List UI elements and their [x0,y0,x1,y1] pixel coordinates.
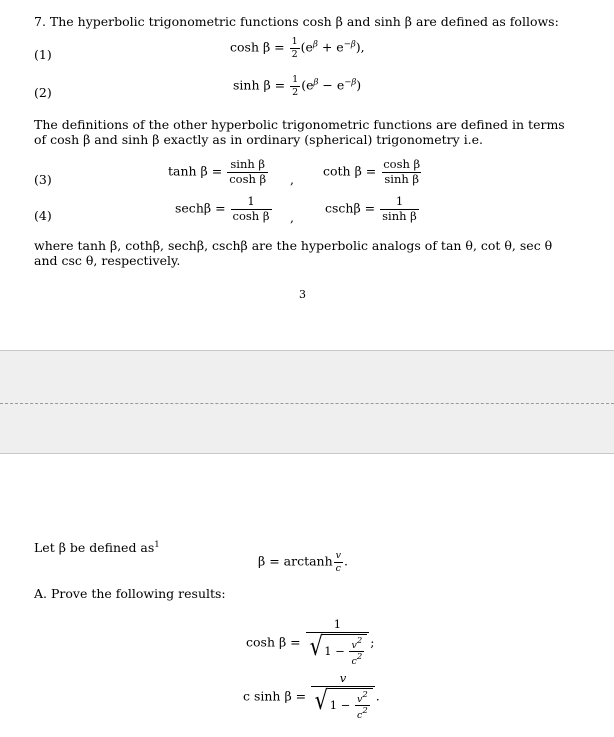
beta-definition: β = arctanh $\frac{v}{c}$ . [258,550,349,574]
eq1-lhs: cosh β = [230,39,285,55]
prove-instruction: A. Prove the following results: [34,586,226,601]
equation-csch: cschβ = $\frac{1}{\text{sinh β}}$ [325,194,417,223]
eq4-separator: , [290,210,294,225]
equation-tanh: tanh β = $\frac{\text{sinh β}}{\text{cosh β}}$ [168,157,267,186]
page-break-line [0,403,614,404]
result-cosh: cosh β = 1 √ 1 − $\frac{v2}{c2}$ ; [246,617,375,667]
analogs-paragraph: where tanh β, cothβ, sechβ, cschβ are the hyperbolic analogs of tan θ, cot θ, sec θ and csc θ, respectively. [34,238,553,268]
eq2-lhs: sinh β = [233,77,286,93]
eq2-half: $\frac{1}{2}$ [292,74,299,98]
eq3-separator: , [290,172,294,187]
eq4-label: (4) [34,208,52,223]
footnote-mark: 1 [154,540,160,550]
eq2-label: (2) [34,85,52,100]
result-c-sinh: c sinh β = v √ 1 − $\frac{v2}{c2}$ . [243,671,380,721]
eq3-label: (3) [34,172,52,187]
problem-heading: 7. The hyperbolic trigonometric functions cosh β and sinh β are defined as follows: [34,14,559,29]
equation-coth: coth β = $\frac{\text{cosh β}}{\text{sinh β}}$ [323,157,421,186]
page-number: 3 [299,288,306,301]
sqrt-symbol: √ 1 − $\frac{v2}{c2}$ [313,688,373,721]
definitions-paragraph: The definitions of the other hyperbolic trigonometric functions are defined in terms of cosh β and sinh β exactly as in ordinary (spherical) trigonometry i.e. [34,117,565,147]
let-beta-text: Let β be defined $as^1$ [34,540,160,555]
equation-sech: sechβ = $\frac{1}{\text{cosh β}}$ [175,194,270,223]
equation-cosh-definition: cosh β = $\frac{1}{2}$ $(e^\beta + e^{-\beta})$, [230,36,365,60]
page-gap [0,350,614,454]
eq1-label: (1) [34,47,52,62]
sqrt-symbol: √ 1 − $\frac{v2}{c2}$ [308,634,368,667]
equation-sinh-definition: sinh β = $\frac{1}{2}$ $(e^\beta - e^{-\beta})$ [233,74,362,98]
eq1-half: $\frac{1}{2}$ [291,36,298,60]
